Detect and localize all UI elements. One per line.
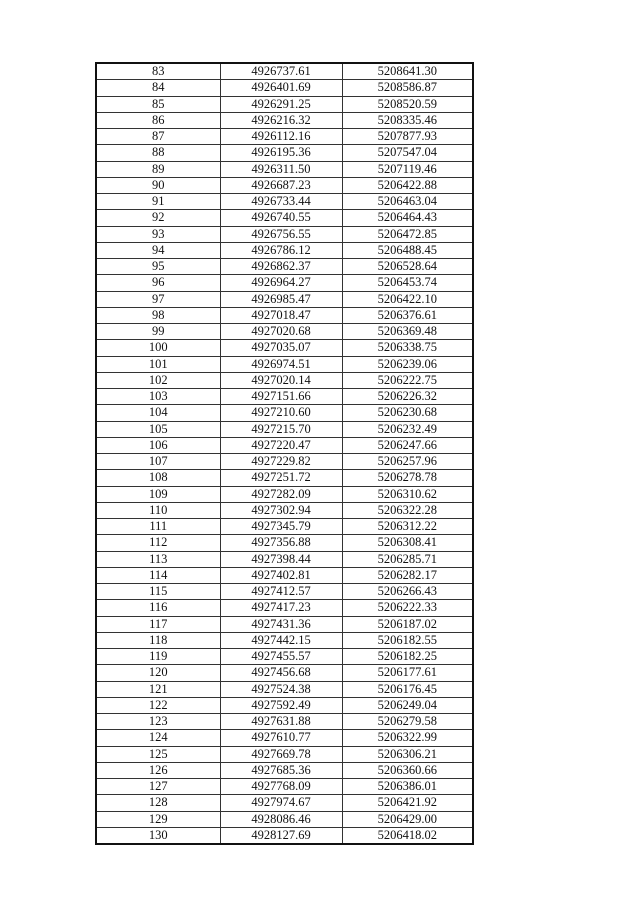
x-coordinate-cell: 4926985.47 <box>220 291 342 307</box>
y-coordinate-cell: 5206187.02 <box>342 616 473 632</box>
point-number-cell: 129 <box>96 811 220 827</box>
x-coordinate-cell: 4927402.81 <box>220 567 342 583</box>
x-coordinate-cell: 4927215.70 <box>220 421 342 437</box>
point-number-cell: 116 <box>96 600 220 616</box>
table-row <box>96 437 473 453</box>
y-coordinate-cell: 5206182.55 <box>342 632 473 648</box>
x-coordinate-cell: 4927018.47 <box>220 307 342 323</box>
table-row <box>96 177 473 193</box>
point-number-cell: 120 <box>96 665 220 681</box>
point-number-cell: 109 <box>96 486 220 502</box>
table-row <box>96 779 473 795</box>
point-number-cell: 130 <box>96 827 220 844</box>
y-coordinate-cell: 5206464.43 <box>342 210 473 226</box>
table-row <box>96 291 473 307</box>
table-row <box>96 714 473 730</box>
x-coordinate-cell: 4927455.57 <box>220 649 342 665</box>
point-number-cell: 98 <box>96 307 220 323</box>
table-row <box>96 600 473 616</box>
y-coordinate-cell: 5206429.00 <box>342 811 473 827</box>
point-number-cell: 123 <box>96 714 220 730</box>
x-coordinate-cell: 4927302.94 <box>220 502 342 518</box>
table-row <box>96 324 473 340</box>
point-number-cell: 84 <box>96 80 220 96</box>
y-coordinate-cell: 5206528.64 <box>342 259 473 275</box>
y-coordinate-cell: 5206322.99 <box>342 730 473 746</box>
x-coordinate-cell: 4927524.38 <box>220 681 342 697</box>
table-row <box>96 112 473 128</box>
point-number-cell: 106 <box>96 437 220 453</box>
point-number-cell: 102 <box>96 372 220 388</box>
x-coordinate-cell: 4927020.14 <box>220 372 342 388</box>
y-coordinate-cell: 5206322.28 <box>342 502 473 518</box>
x-coordinate-cell: 4926974.51 <box>220 356 342 372</box>
y-coordinate-cell: 5206308.41 <box>342 535 473 551</box>
x-coordinate-cell: 4927356.88 <box>220 535 342 551</box>
point-number-cell: 125 <box>96 746 220 762</box>
coordinates-table <box>95 62 474 845</box>
point-number-cell: 118 <box>96 632 220 648</box>
x-coordinate-cell: 4927229.82 <box>220 454 342 470</box>
y-coordinate-cell: 5206422.88 <box>342 177 473 193</box>
point-number-cell: 126 <box>96 762 220 778</box>
point-number-cell: 95 <box>96 259 220 275</box>
y-coordinate-cell: 5206421.92 <box>342 795 473 811</box>
table-row <box>96 746 473 762</box>
table-row <box>96 665 473 681</box>
table-row <box>96 389 473 405</box>
table-row <box>96 226 473 242</box>
point-number-cell: 115 <box>96 584 220 600</box>
table-row <box>96 470 473 486</box>
x-coordinate-cell: 4926786.12 <box>220 242 342 258</box>
point-number-cell: 99 <box>96 324 220 340</box>
table-row <box>96 405 473 421</box>
y-coordinate-cell: 5206230.68 <box>342 405 473 421</box>
coordinates-table-body <box>96 63 473 844</box>
x-coordinate-cell: 4926862.37 <box>220 259 342 275</box>
table-row <box>96 356 473 372</box>
y-coordinate-cell: 5206310.62 <box>342 486 473 502</box>
y-coordinate-cell: 5206312.22 <box>342 519 473 535</box>
point-number-cell: 88 <box>96 145 220 161</box>
x-coordinate-cell: 4927592.49 <box>220 697 342 713</box>
x-coordinate-cell: 4928127.69 <box>220 827 342 844</box>
table-row <box>96 63 473 80</box>
x-coordinate-cell: 4927417.23 <box>220 600 342 616</box>
y-coordinate-cell: 5207119.46 <box>342 161 473 177</box>
x-coordinate-cell: 4926740.55 <box>220 210 342 226</box>
x-coordinate-cell: 4926401.69 <box>220 80 342 96</box>
table-row <box>96 535 473 551</box>
x-coordinate-cell: 4926756.55 <box>220 226 342 242</box>
table-row <box>96 194 473 210</box>
y-coordinate-cell: 5206247.66 <box>342 437 473 453</box>
y-coordinate-cell: 5208641.30 <box>342 63 473 80</box>
y-coordinate-cell: 5206226.32 <box>342 389 473 405</box>
y-coordinate-cell: 5207877.93 <box>342 129 473 145</box>
table-row <box>96 697 473 713</box>
x-coordinate-cell: 4926112.16 <box>220 129 342 145</box>
y-coordinate-cell: 5206239.06 <box>342 356 473 372</box>
y-coordinate-cell: 5206418.02 <box>342 827 473 844</box>
point-number-cell: 85 <box>96 96 220 112</box>
table-row <box>96 762 473 778</box>
x-coordinate-cell: 4927610.77 <box>220 730 342 746</box>
table-row <box>96 632 473 648</box>
y-coordinate-cell: 5206177.61 <box>342 665 473 681</box>
y-coordinate-cell: 5207547.04 <box>342 145 473 161</box>
table-row <box>96 567 473 583</box>
point-number-cell: 100 <box>96 340 220 356</box>
x-coordinate-cell: 4926733.44 <box>220 194 342 210</box>
table-row <box>96 551 473 567</box>
table-row <box>96 454 473 470</box>
point-number-cell: 111 <box>96 519 220 535</box>
y-coordinate-cell: 5206472.85 <box>342 226 473 242</box>
point-number-cell: 89 <box>96 161 220 177</box>
x-coordinate-cell: 4926964.27 <box>220 275 342 291</box>
point-number-cell: 90 <box>96 177 220 193</box>
x-coordinate-cell: 4927282.09 <box>220 486 342 502</box>
point-number-cell: 104 <box>96 405 220 421</box>
point-number-cell: 97 <box>96 291 220 307</box>
table-row <box>96 811 473 827</box>
y-coordinate-cell: 5208335.46 <box>342 112 473 128</box>
x-coordinate-cell: 4927345.79 <box>220 519 342 535</box>
y-coordinate-cell: 5206282.17 <box>342 567 473 583</box>
x-coordinate-cell: 4926195.36 <box>220 145 342 161</box>
y-coordinate-cell: 5206222.33 <box>342 600 473 616</box>
y-coordinate-cell: 5206257.96 <box>342 454 473 470</box>
x-coordinate-cell: 4927251.72 <box>220 470 342 486</box>
x-coordinate-cell: 4926311.50 <box>220 161 342 177</box>
y-coordinate-cell: 5206249.04 <box>342 697 473 713</box>
x-coordinate-cell: 4927974.67 <box>220 795 342 811</box>
table-row <box>96 80 473 96</box>
y-coordinate-cell: 5206278.78 <box>342 470 473 486</box>
point-number-cell: 122 <box>96 697 220 713</box>
point-number-cell: 112 <box>96 535 220 551</box>
y-coordinate-cell: 5206369.48 <box>342 324 473 340</box>
table-row <box>96 616 473 632</box>
x-coordinate-cell: 4927398.44 <box>220 551 342 567</box>
point-number-cell: 127 <box>96 779 220 795</box>
point-number-cell: 121 <box>96 681 220 697</box>
y-coordinate-cell: 5208586.87 <box>342 80 473 96</box>
x-coordinate-cell: 4927035.07 <box>220 340 342 356</box>
table-row <box>96 681 473 697</box>
x-coordinate-cell: 4927669.78 <box>220 746 342 762</box>
table-row <box>96 259 473 275</box>
point-number-cell: 83 <box>96 63 220 80</box>
table-row <box>96 519 473 535</box>
point-number-cell: 103 <box>96 389 220 405</box>
x-coordinate-cell: 4927412.57 <box>220 584 342 600</box>
x-coordinate-cell: 4926687.23 <box>220 177 342 193</box>
table-row <box>96 210 473 226</box>
x-coordinate-cell: 4926216.32 <box>220 112 342 128</box>
y-coordinate-cell: 5206338.75 <box>342 340 473 356</box>
y-coordinate-cell: 5206279.58 <box>342 714 473 730</box>
point-number-cell: 117 <box>96 616 220 632</box>
y-coordinate-cell: 5208520.59 <box>342 96 473 112</box>
x-coordinate-cell: 4927442.15 <box>220 632 342 648</box>
table-row <box>96 584 473 600</box>
y-coordinate-cell: 5206176.45 <box>342 681 473 697</box>
point-number-cell: 91 <box>96 194 220 210</box>
table-row <box>96 275 473 291</box>
point-number-cell: 107 <box>96 454 220 470</box>
table-row <box>96 129 473 145</box>
point-number-cell: 108 <box>96 470 220 486</box>
table-row <box>96 486 473 502</box>
table-row <box>96 795 473 811</box>
y-coordinate-cell: 5206232.49 <box>342 421 473 437</box>
point-number-cell: 101 <box>96 356 220 372</box>
table-row <box>96 242 473 258</box>
x-coordinate-cell: 4927631.88 <box>220 714 342 730</box>
table-row <box>96 145 473 161</box>
point-number-cell: 110 <box>96 502 220 518</box>
point-number-cell: 96 <box>96 275 220 291</box>
point-number-cell: 92 <box>96 210 220 226</box>
point-number-cell: 86 <box>96 112 220 128</box>
table-row <box>96 96 473 112</box>
point-number-cell: 94 <box>96 242 220 258</box>
y-coordinate-cell: 5206360.66 <box>342 762 473 778</box>
x-coordinate-cell: 4927431.36 <box>220 616 342 632</box>
x-coordinate-cell: 4926291.25 <box>220 96 342 112</box>
y-coordinate-cell: 5206222.75 <box>342 372 473 388</box>
table-row <box>96 827 473 844</box>
point-number-cell: 105 <box>96 421 220 437</box>
x-coordinate-cell: 4927456.68 <box>220 665 342 681</box>
x-coordinate-cell: 4927685.36 <box>220 762 342 778</box>
y-coordinate-cell: 5206266.43 <box>342 584 473 600</box>
x-coordinate-cell: 4927210.60 <box>220 405 342 421</box>
y-coordinate-cell: 5206386.01 <box>342 779 473 795</box>
y-coordinate-cell: 5206306.21 <box>342 746 473 762</box>
x-coordinate-cell: 4927151.66 <box>220 389 342 405</box>
point-number-cell: 113 <box>96 551 220 567</box>
y-coordinate-cell: 5206488.45 <box>342 242 473 258</box>
y-coordinate-cell: 5206376.61 <box>342 307 473 323</box>
y-coordinate-cell: 5206182.25 <box>342 649 473 665</box>
table-row <box>96 340 473 356</box>
x-coordinate-cell: 4927020.68 <box>220 324 342 340</box>
y-coordinate-cell: 5206285.71 <box>342 551 473 567</box>
point-number-cell: 87 <box>96 129 220 145</box>
point-number-cell: 114 <box>96 567 220 583</box>
table-row <box>96 730 473 746</box>
table-row <box>96 421 473 437</box>
x-coordinate-cell: 4927220.47 <box>220 437 342 453</box>
y-coordinate-cell: 5206422.10 <box>342 291 473 307</box>
x-coordinate-cell: 4928086.46 <box>220 811 342 827</box>
table-row <box>96 502 473 518</box>
x-coordinate-cell: 4926737.61 <box>220 63 342 80</box>
point-number-cell: 124 <box>96 730 220 746</box>
point-number-cell: 93 <box>96 226 220 242</box>
y-coordinate-cell: 5206463.04 <box>342 194 473 210</box>
table-row <box>96 161 473 177</box>
y-coordinate-cell: 5206453.74 <box>342 275 473 291</box>
table-row <box>96 649 473 665</box>
x-coordinate-cell: 4927768.09 <box>220 779 342 795</box>
table-row <box>96 372 473 388</box>
table-row <box>96 307 473 323</box>
point-number-cell: 119 <box>96 649 220 665</box>
point-number-cell: 128 <box>96 795 220 811</box>
